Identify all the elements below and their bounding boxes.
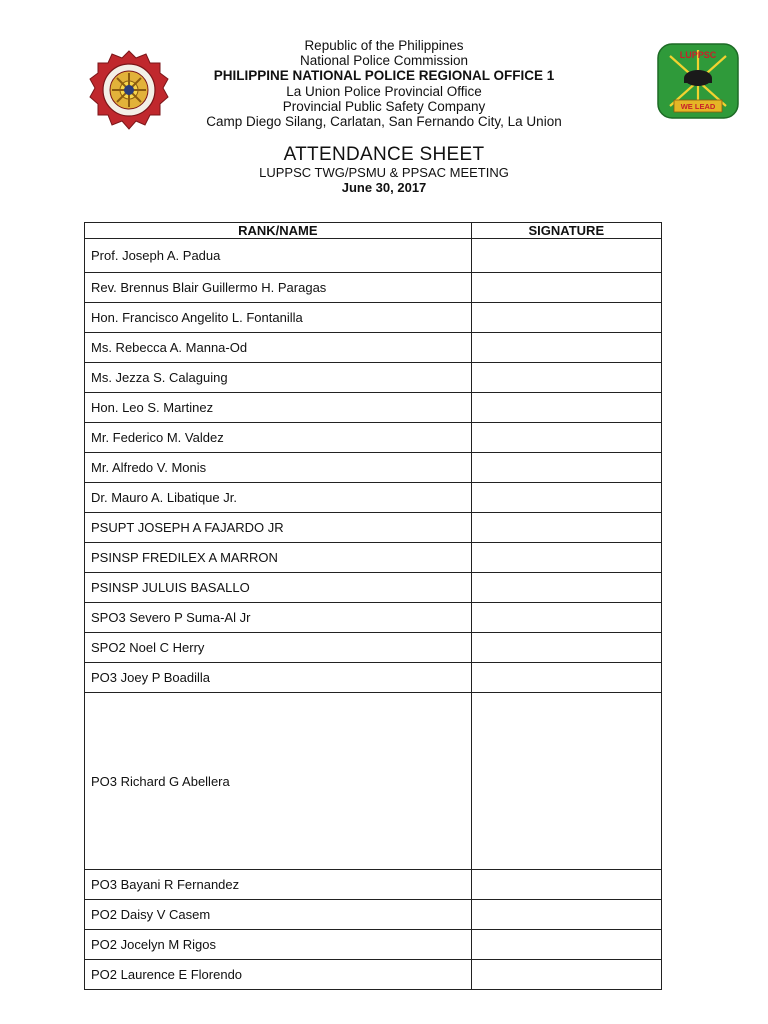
header-signature: SIGNATURE — [471, 223, 661, 239]
table-row — [85, 930, 662, 960]
signature-cell — [471, 239, 661, 273]
table-row — [85, 960, 662, 990]
rank-name-cell: Prof. Joseph A. Padua — [85, 239, 472, 273]
rank-name-cell: PO3 Bayani R Fernandez — [85, 870, 472, 900]
badge-bottom-text: WE LEAD — [680, 102, 716, 111]
table-header-row — [85, 223, 662, 239]
table-row — [85, 603, 662, 633]
signature-cell — [471, 363, 661, 393]
rank-name-cell: Mr. Alfredo V. Monis — [85, 453, 472, 483]
table-row — [85, 393, 662, 423]
signature-cell — [471, 303, 661, 333]
rank-name-cell: SPO2 Noel C Herry — [85, 633, 472, 663]
rank-name-cell: PO2 Daisy V Casem — [85, 900, 472, 930]
rank-name-cell: PSINSP JULUIS BASALLO — [85, 573, 472, 603]
page-subtitle: LUPPSC TWG/PSMU & PPSAC MEETING — [259, 165, 509, 180]
table-row — [85, 273, 662, 303]
table-row — [85, 513, 662, 543]
table-row — [85, 333, 662, 363]
signature-cell — [471, 633, 661, 663]
table-row — [85, 303, 662, 333]
signature-cell — [471, 273, 661, 303]
letterhead-commission: National Police Commission — [299, 53, 469, 69]
signature-cell — [471, 423, 661, 453]
table-row — [85, 663, 662, 693]
rank-name-cell: PO2 Laurence E Florendo — [85, 960, 472, 990]
signature-cell — [471, 393, 661, 423]
signature-cell — [471, 603, 661, 633]
signature-cell — [471, 960, 661, 990]
table-row — [85, 900, 662, 930]
letterhead-provincial-office: La Union Police Provincial Office — [286, 83, 482, 99]
rank-name-cell: PSUPT JOSEPH A FAJARDO JR — [85, 513, 472, 543]
table-row — [85, 543, 662, 573]
letterhead-address: Camp Diego Silang, Carlatan, San Fernando City, La Union — [206, 114, 562, 130]
signature-cell — [471, 513, 661, 543]
table-row — [85, 633, 662, 663]
signature-cell — [471, 663, 661, 693]
table-row — [85, 239, 662, 273]
table-row — [85, 363, 662, 393]
page-title: ATTENDANCE SHEET — [283, 144, 485, 165]
letterhead — [0, 38, 768, 129]
rank-name-cell: PSINSP FREDILEX A MARRON — [85, 543, 472, 573]
rank-name-cell: PO3 Richard G Abellera — [85, 693, 472, 870]
signature-cell — [471, 930, 661, 960]
rank-name-cell: Ms. Rebecca A. Manna-Od — [85, 333, 472, 363]
signature-cell — [471, 543, 661, 573]
letterhead-company: Provincial Public Safety Company — [282, 98, 486, 114]
table-row — [85, 870, 662, 900]
signature-cell — [471, 573, 661, 603]
signature-cell — [471, 483, 661, 513]
rank-name-cell: Mr. Federico M. Valdez — [85, 423, 472, 453]
rank-name-cell: SPO3 Severo P Suma-Al Jr — [85, 603, 472, 633]
meeting-date: June 30, 2017 — [341, 180, 427, 195]
letterhead-regional-office: PHILIPPINE NATIONAL POLICE REGIONAL OFFICE 1 — [213, 68, 555, 84]
badge-top-text: LUPPSC — [679, 50, 717, 60]
signature-cell — [471, 333, 661, 363]
table-row — [85, 483, 662, 513]
letterhead-republic: Republic of the Philippines — [304, 38, 464, 53]
table-row — [85, 453, 662, 483]
signature-cell — [471, 900, 661, 930]
rank-name-cell: Rev. Brennus Blair Guillermo H. Paragas — [85, 273, 472, 303]
table-row — [85, 423, 662, 453]
signature-cell — [471, 693, 661, 870]
table-row — [85, 573, 662, 603]
attendance-table — [84, 222, 662, 990]
rank-name-cell: Hon. Francisco Angelito L. Fontanilla — [85, 303, 472, 333]
rank-name-cell: PO3 Joey P Boadilla — [85, 663, 472, 693]
header-rank-name: RANK/NAME — [85, 223, 472, 239]
rank-name-cell: Ms. Jezza S. Calaguing — [85, 363, 472, 393]
signature-cell — [471, 453, 661, 483]
rank-name-cell: Dr. Mauro A. Libatique Jr. — [85, 483, 472, 513]
rank-name-cell: Hon. Leo S. Martinez — [85, 393, 472, 423]
rank-name-cell: PO2 Jocelyn M Rigos — [85, 930, 472, 960]
table-row — [85, 693, 662, 870]
signature-cell — [471, 870, 661, 900]
